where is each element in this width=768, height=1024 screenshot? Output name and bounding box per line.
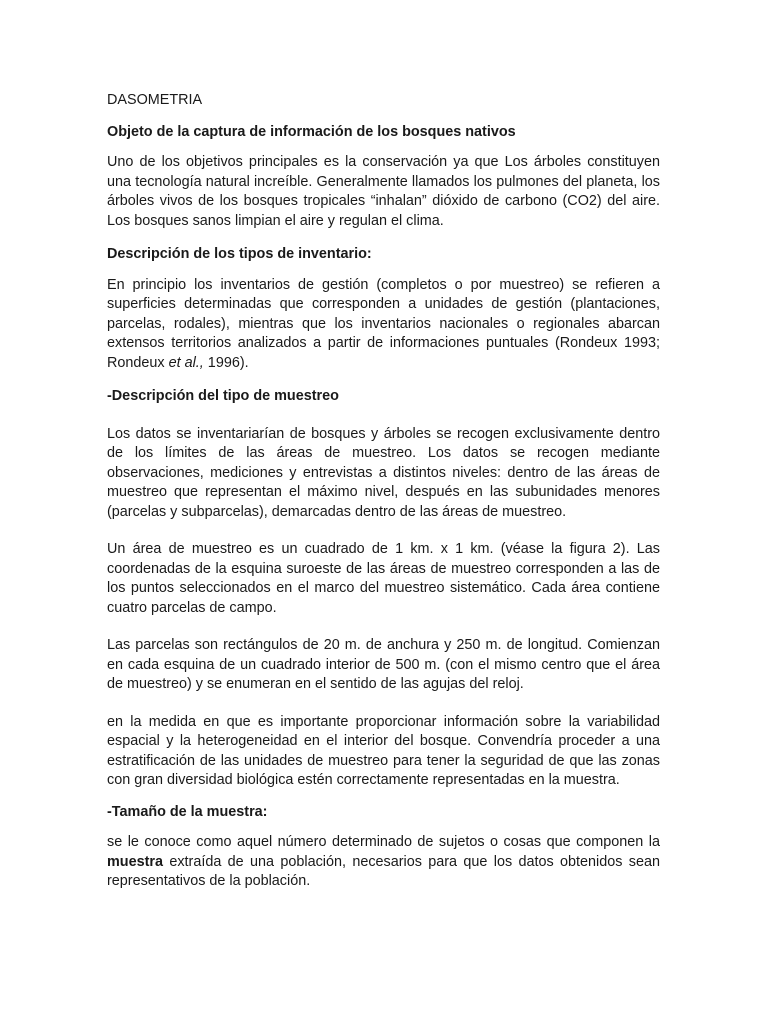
paragraph-tamano-muestra-text: se le conoce como aquel número determinado de sujetos o cosas que componen la [107, 834, 660, 850]
paragraph-muestreo-1: Los datos se inventariarían de bosques y árboles se recogen exclusivamente dentro de los límites de las áreas de muestreo. Los datos se recogen mediante observaciones, mediciones y entrevistas a distintos niveles: dentro de las áreas de muestreo que representan el máximo nivel, después en las subunidades menores (parcelas y subparcelas), demarcadas dentro de las áreas de muestreo. [107, 425, 660, 520]
section-heading-tamano-muestra: -Tamaño de la muestra: [107, 803, 268, 820]
paragraph-muestreo-3: Las parcelas son rectángulos de 20 m. de anchura y 250 m. de longitud. Comienzan en cada esquina de un cuadrado interior de 500 m. (con el mismo centro que el área de muestreo) y se enumeran en el sentido de las agujas del reloj. [107, 637, 660, 692]
section-heading-tipos-inventario: Descripción de los tipos de inventario: [107, 246, 372, 262]
section-heading-tipo-muestreo: -Descripción del tipo de muestreo [107, 388, 339, 404]
document-title: DASOMETRIA [107, 92, 203, 108]
paragraph-tipos-inventario-end: 1996). [203, 354, 249, 371]
paragraph-tamano-muestra [107, 833, 660, 892]
paragraph-tamano-muestra-end: extraída de una población, necesarios para que los datos obtenidos sean representativos de la población. [107, 853, 660, 889]
document-page [107, 91, 660, 904]
paragraph-objeto: Uno de los objetivos principales es la conservación ya que Los árboles constituyen una tecnología natural increíble. Generalmente llamados los pulmones del planeta, los árboles vivos de los bosques tropicales “inhalan” dióxido de carbono (CO2) del aire. Los bosques sanos limpian el aire y regulan el clima. [107, 154, 660, 229]
term-muestra: muestra [107, 853, 163, 870]
citation-et-al: et al., [168, 354, 204, 371]
section-heading-objeto: Objeto de la captura de información de los bosques nativos [107, 123, 516, 140]
paragraph-muestreo-2: Un área de muestreo es un cuadrado de 1 km. x 1 km. (véase la figura 2). Las coordenadas de la esquina suroeste de las áreas de muestreo corresponden a las de los puntos seleccionados en el marco del muestreo sistemático. Cada área contiene cuatro parcelas de campo. [107, 541, 660, 616]
paragraph-muestreo-4: en la medida en que es importante proporcionar información sobre la variabilidad espacial y la heterogeneidad en el interior del bosque. Convendría proceder a una estratificación de las unidades de muestreo para tener la seguridad de que las zonas con gran diversidad biológica estén correctamente representadas en la muestra. [107, 713, 660, 788]
paragraph-tipos-inventario [107, 276, 660, 374]
paragraph-tipos-inventario-text: En principio los inventarios de gestión (completos o por muestreo) se refieren a superficies determinadas que corresponden a unidades de gestión (plantaciones, parcelas, rodales), mientras que los inventarios nacionales o regionales abarcan extensos territorios analizados a partir de informaciones puntuales (Rondeux 1993; Rondeux [107, 276, 660, 371]
